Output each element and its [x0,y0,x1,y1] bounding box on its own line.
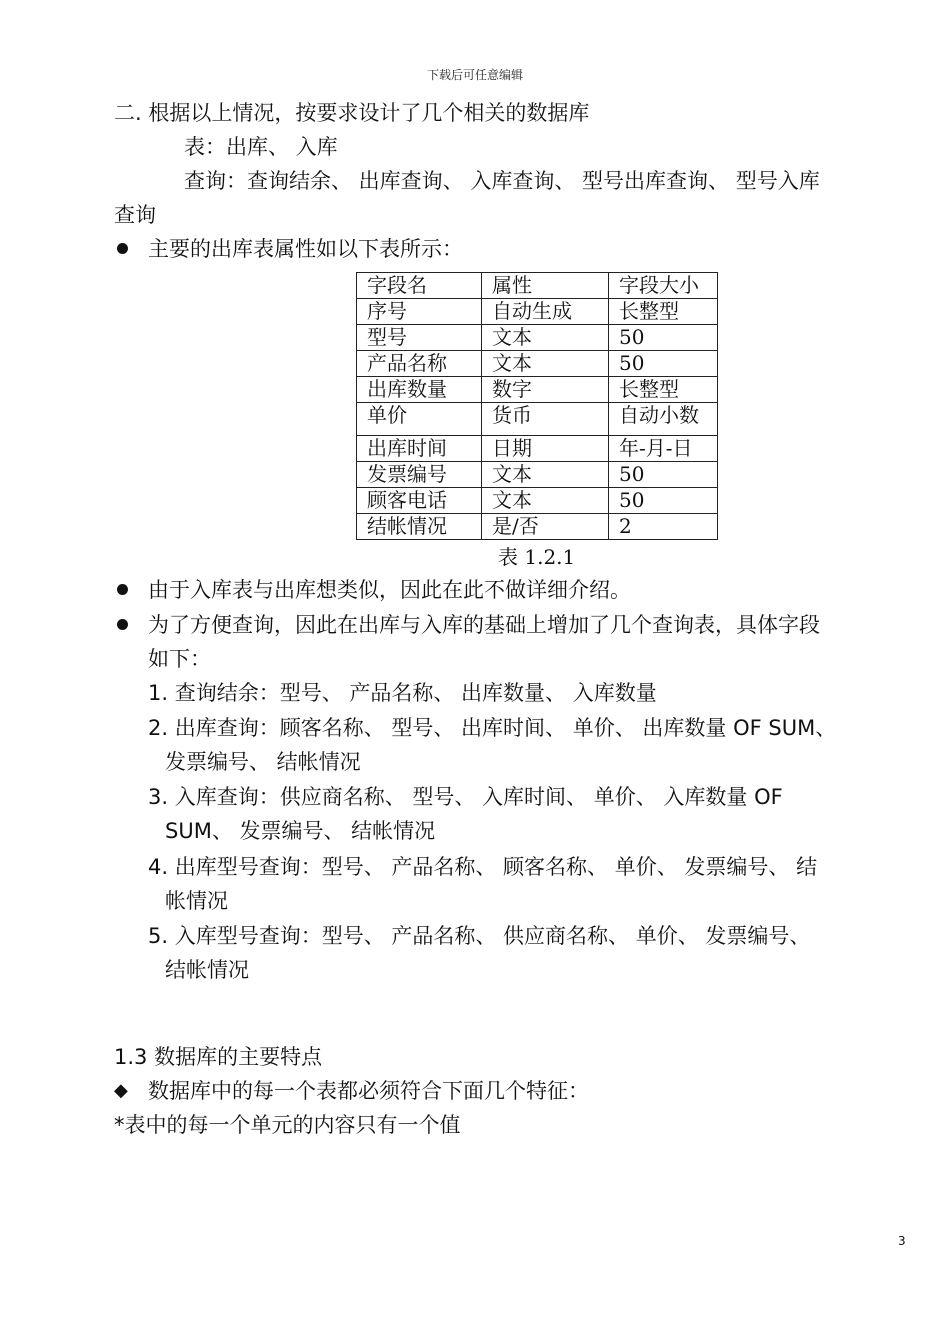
table-cell: 出库时间 [357,436,482,462]
page-number: 3 [898,1234,906,1248]
table-header-cell: 字段名 [357,273,482,299]
table-cell: 文本 [482,351,609,377]
table-cell: 文本 [482,488,609,514]
table-cell: 序号 [357,299,482,325]
table-row [357,377,718,403]
table-cell: 50 [609,325,718,351]
queries-line-continued: 查询 [114,203,156,227]
bullet-icon [117,584,128,595]
table-cell: 数字 [482,377,609,403]
table-header-row [357,273,718,299]
table-row [357,325,718,351]
bullet-icon [117,619,128,630]
table-cell: 2 [609,514,718,540]
table-row [357,436,718,462]
table-cell: 货币 [482,403,609,436]
table-cell: 出库数量 [357,377,482,403]
table-header-cell: 字段大小 [609,273,718,299]
table-cell: 50 [609,462,718,488]
bullet-text-queries-intro: 为了方便查询，因此在出库与入库的基础上增加了几个查询表，具体字段 [148,613,820,637]
table-cell: 日期 [482,436,609,462]
query-item-4-continued: 帐情况 [165,889,228,913]
table-cell: 文本 [482,325,609,351]
diamond-bullet-icon: ◆ [114,1080,128,1101]
table-cell: 型号 [357,325,482,351]
table-cell: 50 [609,351,718,377]
table-cell: 是/否 [482,514,609,540]
bullet-text-inbound-note: 由于入库表与出库想类似，因此在此不做详细介绍。 [148,578,631,602]
outbound-attributes-table [356,272,718,540]
query-item-5-continued: 结帐情况 [165,958,249,982]
queries-line: 查询：查询结余、 出库查询、 入库查询、 型号出库查询、 型号入库 [184,169,820,193]
table-cell: 顾客电话 [357,488,482,514]
table-cell: 结帐情况 [357,514,482,540]
table-row [357,488,718,514]
star-item-text: *表中的每一个单元的内容只有一个值 [114,1113,461,1137]
table-cell: 自动生成 [482,299,609,325]
query-item-5: 5. 入库型号查询：型号、 产品名称、 供应商名称、 单价、 发票编号、 [148,924,811,948]
table-row [357,462,718,488]
table-cell: 文本 [482,462,609,488]
page-header: 下载后可任意编辑 [426,68,523,82]
query-item-2-continued: 发票编号、 结帐情况 [165,750,361,774]
query-item-3-continued: SUM、 发票编号、 结帐情况 [165,819,436,843]
query-item-4: 4. 出库型号查询：型号、 产品名称、 顾客名称、 单价、 发票编号、 结 [148,855,818,879]
table-cell: 单价 [357,403,482,436]
table-caption: 表 1.2.1 [498,545,576,569]
query-item-3: 3. 入库查询：供应商名称、 型号、 入库时间、 单价、 入库数量 OF [148,785,783,809]
table-cell: 长整型 [609,299,718,325]
table-row [357,351,718,377]
tables-line: 表：出库、 入库 [184,135,338,159]
table-cell: 长整型 [609,377,718,403]
section-13-title: 1.3 数据库的主要特点 [114,1045,323,1069]
diamond-bullet-text: 数据库中的每一个表都必须符合下面几个特征： [148,1079,589,1103]
query-item-1: 1. 查询结余：型号、 产品名称、 出库数量、 入库数量 [148,681,657,705]
table-cell: 50 [609,488,718,514]
table-row [357,299,718,325]
table-row [357,403,718,436]
table-cell: 产品名称 [357,351,482,377]
bullet-icon [117,243,128,254]
table-cell: 年-月-日 [609,436,718,462]
table-cell: 发票编号 [357,462,482,488]
bullet-text-table-intro: 主要的出库表属性如以下表所示： [148,237,463,261]
bullet-text-queries-intro-continued: 如下： [148,647,211,671]
table-header-cell: 属性 [482,273,609,299]
table-row [357,514,718,540]
query-item-2: 2. 出库查询：顾客名称、 型号、 出库时间、 单价、 出库数量 OF SUM、 [148,716,837,740]
section-title: 二. 根据以上情况，按要求设计了几个相关的数据库 [114,101,590,125]
table-cell: 自动小数 [609,403,718,436]
